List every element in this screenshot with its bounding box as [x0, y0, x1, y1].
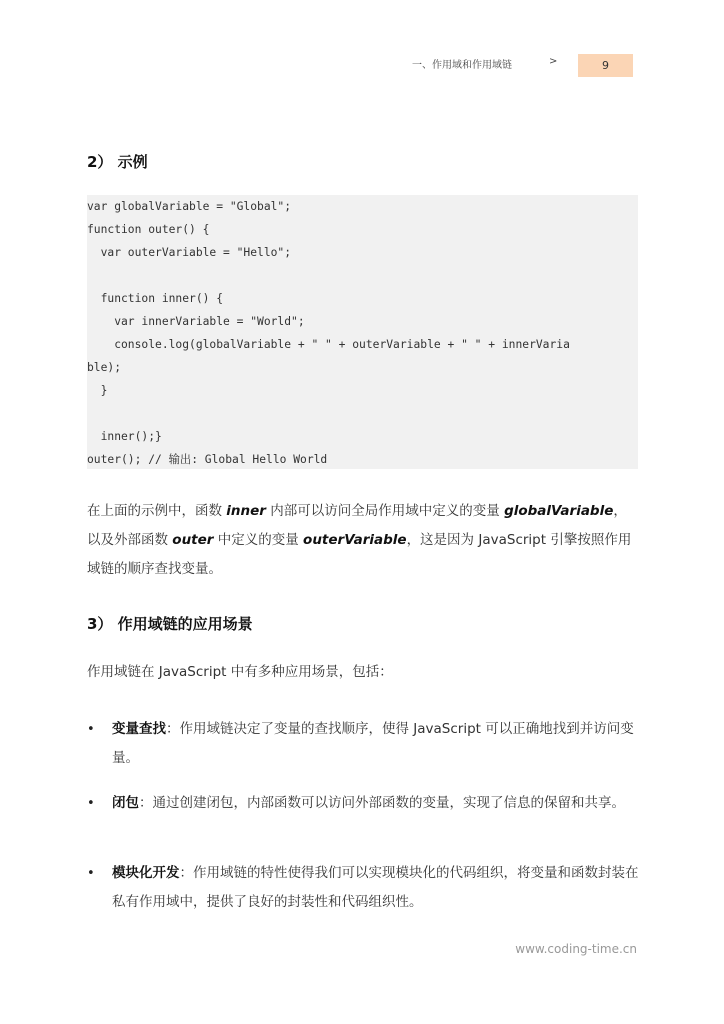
bullet-term: 变量查找 — [112, 721, 166, 737]
outer-variable-term: outerVariable — [303, 532, 407, 548]
code-line: inner();} — [87, 430, 162, 443]
code-line: var outerVariable = "Hello"; — [87, 246, 292, 259]
section-2-heading: 2） 示例 — [87, 153, 148, 171]
bullet-description: ：作用域链的特性使得我们可以实现模块化的代码组织，将变量和函数封装在私有作用域中，提供了良好的封装性和代码组织性。 — [112, 865, 639, 910]
section-3-heading: 3） 作用域链的应用场景 — [87, 615, 253, 633]
page-number-badge: 9 — [578, 54, 633, 77]
code-line: var globalVariable = "Global"; — [87, 200, 292, 213]
code-line: function inner() { — [87, 292, 224, 305]
code-line: function outer() { — [87, 223, 210, 236]
footer-url: www.coding-time.cn — [515, 942, 637, 956]
explanation-text: 中定义的变量 — [213, 532, 304, 548]
bullet-dot: • — [87, 722, 95, 737]
bullet-description: ：通过创建闭包，内部函数可以访问外部函数的变量，实现了信息的保留和共享。 — [139, 795, 625, 811]
bullet-term: 模块化开发 — [112, 865, 180, 881]
inner-term: inner — [226, 503, 266, 519]
bullet-dot: • — [87, 866, 95, 881]
code-line: } — [87, 384, 108, 397]
example-explanation — [87, 497, 639, 584]
bullet-item — [112, 715, 640, 773]
bullet-dot: • — [87, 796, 95, 811]
global-variable-term: globalVariable — [504, 503, 614, 519]
section-3-intro: 作用域链在 JavaScript 中有多种应用场景，包括： — [87, 664, 393, 680]
code-line: outer(); // 输出: Global Hello World — [87, 453, 328, 466]
bullet-item — [112, 789, 640, 818]
header-separator: > — [549, 56, 558, 67]
code-block — [87, 195, 638, 469]
code-line: var innerVariable = "World"; — [87, 315, 305, 328]
explanation-text: ，以及外部函数 — [87, 503, 627, 548]
explanation-text: 内部可以访问全局作用域中定义的变量 — [265, 503, 505, 519]
explanation-text: 在上面的示例中，函数 — [87, 503, 227, 519]
outer-term: outer — [172, 532, 214, 548]
bullet-description: ：作用域链决定了变量的查找顺序，使得 JavaScript 可以正确地找到并访问变量。 — [112, 721, 634, 766]
bullet-term: 闭包 — [112, 795, 139, 811]
code-line: ble); — [87, 361, 122, 374]
bullet-item — [112, 859, 640, 917]
explanation-text: ，这是因为 JavaScript 引擎按照作用域链的顺序查找变量。 — [87, 532, 632, 577]
code-line: console.log(globalVariable + " " + outerVariable + " " + innerVaria — [87, 338, 570, 351]
header-chapter-title: 一、作用域和作用域链 — [412, 60, 512, 71]
